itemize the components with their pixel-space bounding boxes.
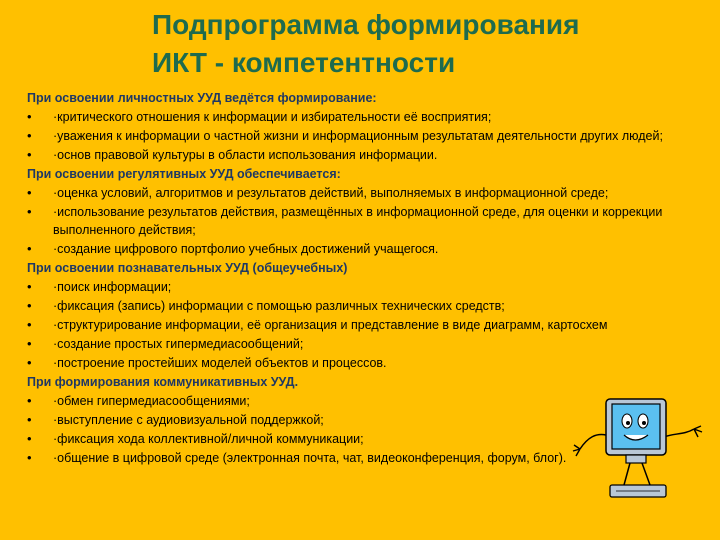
list-item bbox=[27, 278, 702, 296]
bullet-icon: • bbox=[27, 336, 32, 351]
bullet-icon: • bbox=[27, 241, 32, 256]
bullet-icon: • bbox=[27, 450, 32, 465]
list-item bbox=[27, 108, 702, 126]
list-item-text: ·структурирование информации, её организация и представление в виде диаграмм, картосхем bbox=[53, 318, 608, 332]
bullet-icon: • bbox=[27, 393, 32, 408]
list-item bbox=[27, 184, 702, 202]
slide-title bbox=[152, 6, 712, 82]
list-item bbox=[27, 203, 702, 239]
list-item-text: ·построение простейших моделей объектов и процессов. bbox=[53, 356, 387, 370]
list-item-text: ·поиск информации; bbox=[53, 280, 172, 294]
list-item bbox=[27, 127, 702, 145]
bullet-icon: • bbox=[27, 298, 32, 313]
list-item-text: ·создание простых гипермедиасообщений; bbox=[53, 337, 304, 351]
list-item-text: ·уважения к информации о частной жизни и информационным результатам деятельности других людей; bbox=[53, 129, 663, 143]
list-item-text: ·фиксация хода коллективной/личной коммуникации; bbox=[53, 432, 364, 446]
list-item-text: ·создание цифрового портфолио учебных достижений учащегося. bbox=[53, 242, 439, 256]
list-item-text: ·выступление с аудиовизуальной поддержкой; bbox=[53, 413, 324, 427]
list-item bbox=[27, 335, 702, 353]
section-heading: При освоении регулятивных УУД обеспечивается: bbox=[27, 167, 341, 181]
list-item bbox=[27, 240, 702, 258]
list-item-text: ·основ правовой культуры в области использования информации. bbox=[53, 148, 438, 162]
list-item-text: ·критического отношения к информации и избирательности её восприятия; bbox=[53, 110, 492, 124]
bullet-icon: • bbox=[27, 185, 32, 200]
bullet-icon: • bbox=[27, 412, 32, 427]
bullet-icon: • bbox=[27, 355, 32, 370]
computer-mascot-icon bbox=[566, 393, 708, 505]
list-item bbox=[27, 146, 702, 164]
bullet-icon: • bbox=[27, 317, 32, 332]
list-item-text: ·общение в цифровой среде (электронная почта, чат, видеоконференция, форум, блог). bbox=[53, 451, 567, 465]
list-item bbox=[27, 316, 702, 334]
bullet-icon: • bbox=[27, 128, 32, 143]
section-heading: При освоении личностных УУД ведётся формирование: bbox=[27, 91, 377, 105]
section-heading: При формирования коммуникативных УУД. bbox=[27, 375, 299, 389]
slide-title-line-1: Подпрограмма формирования bbox=[152, 9, 580, 40]
bullet-icon: • bbox=[27, 204, 32, 219]
bullet-icon: • bbox=[27, 109, 32, 124]
list-item-text: ·обмен гипермедиасообщениями; bbox=[53, 394, 250, 408]
bullet-icon: • bbox=[27, 279, 32, 294]
list-item-text: ·фиксация (запись) информации с помощью различных технических средств; bbox=[53, 299, 505, 313]
bullet-icon: • bbox=[27, 147, 32, 162]
list-item-text: ·оценка условий, алгоритмов и результатов действий, выполняемых в информационной среде; bbox=[53, 186, 609, 200]
list-item bbox=[27, 354, 702, 372]
slide-title-line-2: ИКТ - компетентности bbox=[152, 47, 456, 78]
bullet-icon: • bbox=[27, 431, 32, 446]
list-item bbox=[27, 297, 702, 315]
section-heading: При освоении познавательных УУД (общеучебных) bbox=[27, 261, 348, 275]
list-item-text: ·использование результатов действия, размещённых в информационной среде, для оценки и коррекции выполненного действия; bbox=[53, 205, 663, 237]
